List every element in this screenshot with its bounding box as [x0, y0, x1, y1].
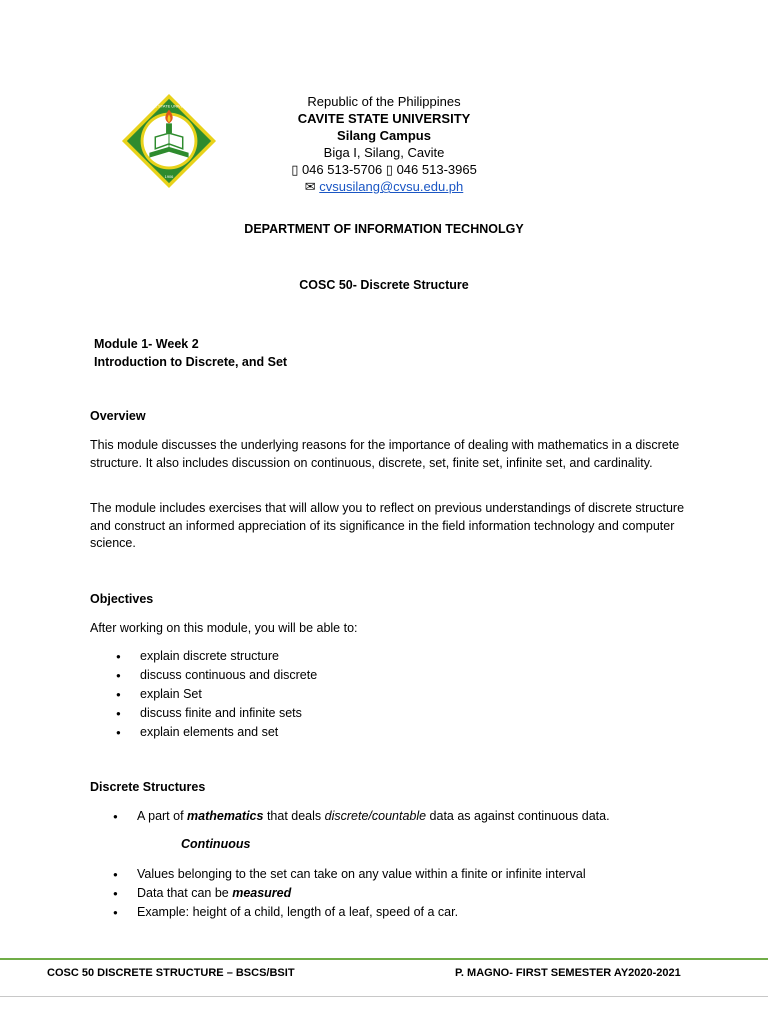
discrete-list [113, 807, 610, 826]
overview-paragraph-2: The module includes exercises that will allow you to reflect on previous understandings of discrete structure and construct an informed appreciation of its significance in the field information technology and computer science. [90, 501, 685, 550]
email-line [225, 178, 543, 195]
address-line: Biga I, Silang, Cavite [323, 145, 445, 160]
country-line: Republic of the Philippines [307, 94, 461, 109]
objectives-heading: Objectives [90, 592, 154, 606]
university-name: CAVITE STATE UNIVERSITY [297, 111, 471, 126]
discrete-structures-heading: Discrete Structures [90, 780, 206, 794]
overview-heading: Overview [90, 409, 146, 423]
list-item: ● discuss continuous and discrete [116, 666, 317, 685]
footer-semester: P. MAGNO- FIRST SEMESTER AY2020-2021 [455, 967, 681, 979]
objectives-intro: After working on this module, you will be able to: [90, 621, 358, 635]
list-item: ● Data that can be measured [113, 884, 586, 903]
objectives-list [116, 647, 317, 742]
module-subtitle: Introduction to Discrete, and Set [94, 355, 288, 369]
continuous-list [113, 865, 586, 922]
list-item: ● Values belonging to the set can take on any value within a finite or infinite interval [113, 865, 586, 884]
footer-divider [0, 958, 768, 960]
campus-name: Silang Campus [337, 128, 431, 143]
continuous-subheading: Continuous [181, 837, 251, 851]
seal-text-top: CAVITE STATE UNIVERSITY [143, 103, 195, 109]
list-item: ● explain discrete structure [116, 647, 317, 666]
phone-line: ▯ 046 513-5706 ▯ 046 513-3965 [291, 162, 477, 177]
module-title: Module 1- Week 2 [94, 337, 199, 351]
list-item: ● explain elements and set [116, 723, 317, 742]
page-bottom-rule [0, 996, 768, 997]
letterhead [225, 93, 543, 195]
list-item: ● discuss finite and infinite sets [116, 704, 317, 723]
list-item: ● A part of mathematics that deals discrete/countable data as against continuous data. [113, 807, 610, 826]
mail-icon: ✉ [304, 179, 316, 194]
seal-text-bottom: 1906 [164, 174, 174, 180]
email-link[interactable]: cvsusilang@cvsu.edu.ph [319, 179, 464, 194]
module-heading [94, 335, 287, 371]
list-item: ● Example: height of a child, length of a leaf, speed of a car. [113, 903, 586, 922]
overview-paragraph-1: This module discusses the underlying reasons for the importance of dealing with mathematics in a discrete structure. It also includes discussion on continuous, discrete, set, finite set, infinite set, and cardinality. [90, 438, 680, 470]
course-title: COSC 50- Discrete Structure [299, 278, 469, 292]
department-title: DEPARTMENT OF INFORMATION TECHNOLGY [244, 222, 524, 236]
footer-course: COSC 50 DISCRETE STRUCTURE – BSCS/BSIT [47, 967, 295, 979]
university-seal-logo [120, 92, 218, 190]
list-item: ● explain Set [116, 685, 317, 704]
